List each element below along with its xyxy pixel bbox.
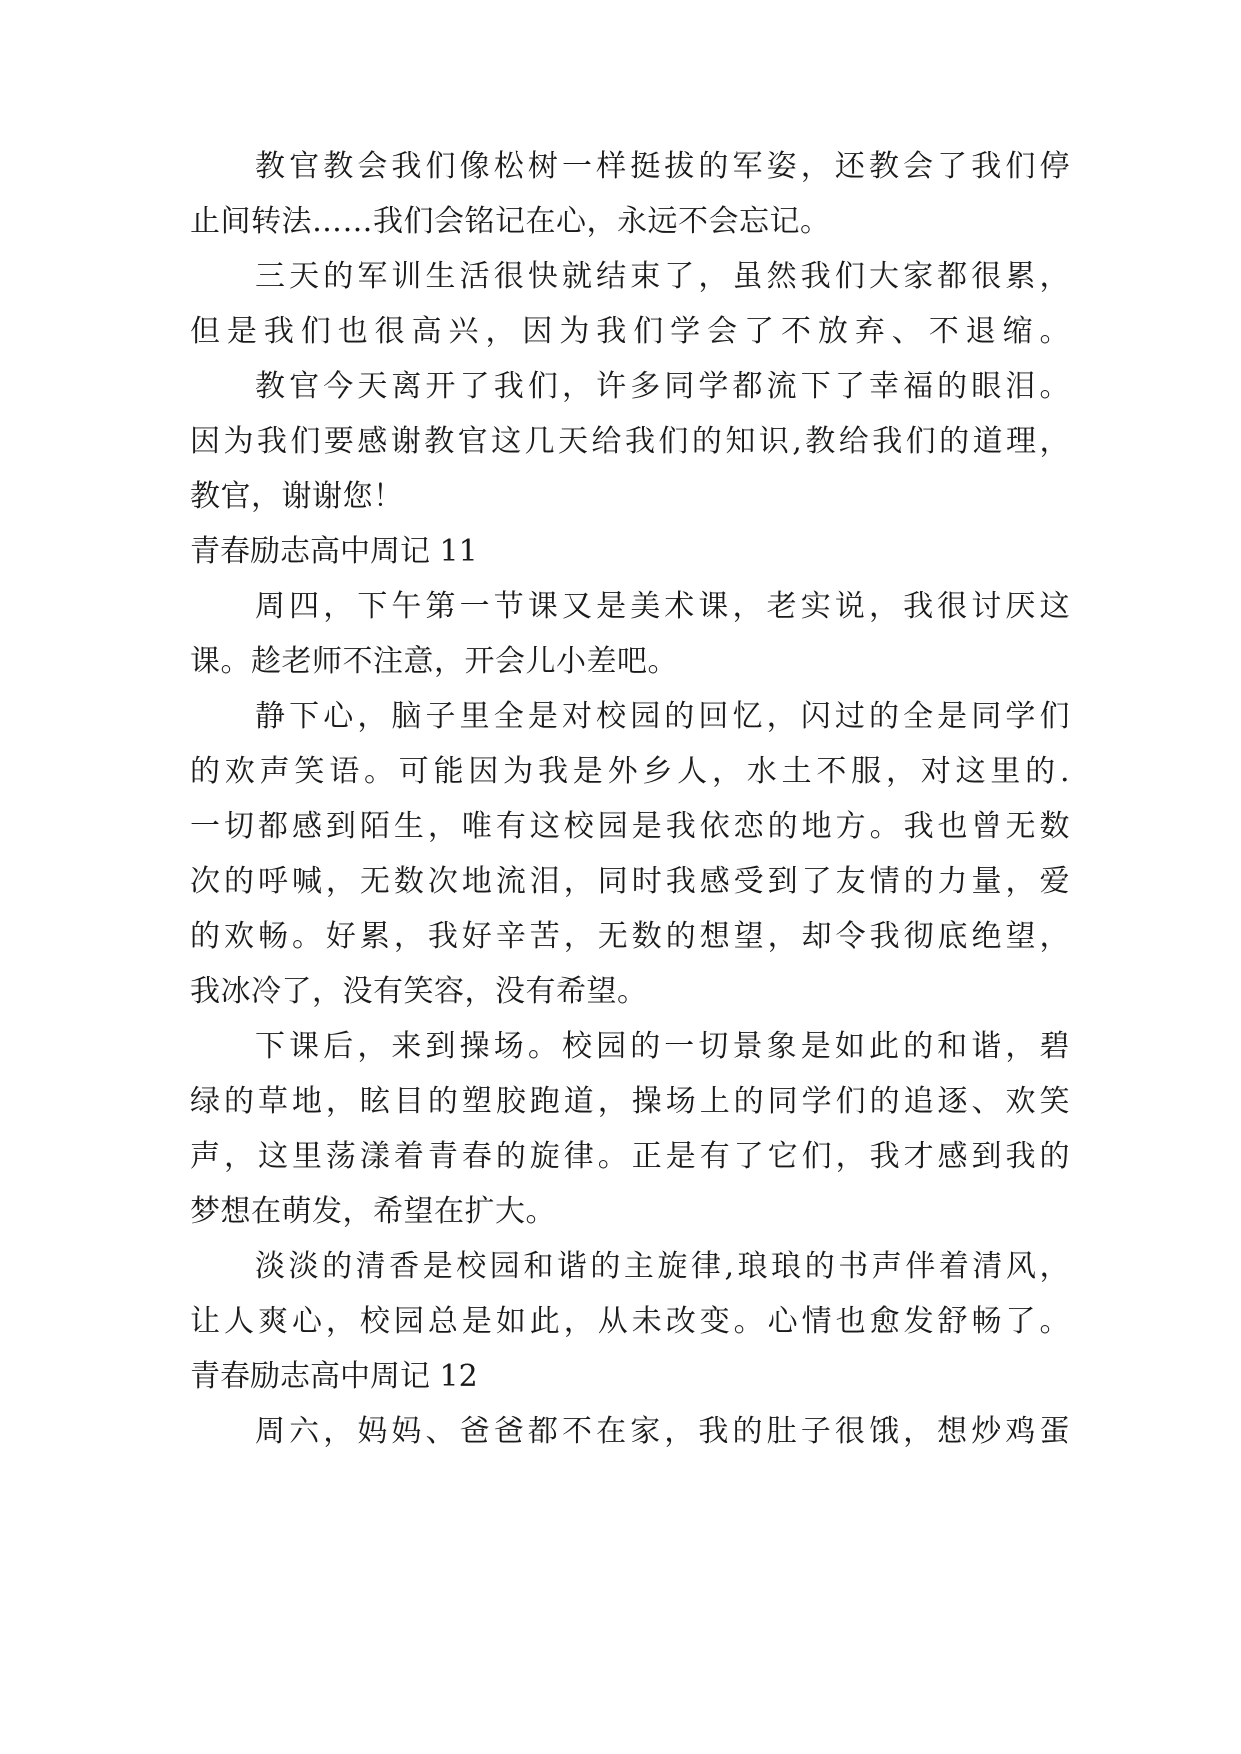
paragraph-line: 让人爽心，校园总是如此，从未改变。心情也愈发舒畅了。	[190, 1304, 1070, 1339]
paragraph-line: 一切都感到陌生，唯有这校园是我依恋的地方。我也曾无数	[190, 809, 1070, 844]
paragraph-line: 我冰冷了，没有笑容，没有希望。	[190, 974, 648, 1009]
paragraph-line: 次的呼喊，无数次地流泪，同时我感受到了友情的力量，爱	[190, 864, 1070, 899]
section-heading: 青春励志高中周记 11	[190, 534, 478, 569]
paragraph-line: 周六，妈妈、爸爸都不在家，我的肚子很饿，想炒鸡蛋	[255, 1414, 1070, 1449]
paragraph-line: 因为我们要感谢教官这几天给我们的知识,教给我们的道理，	[190, 424, 1070, 459]
paragraph-line: 三天的军训生活很快就结束了，虽然我们大家都很累，	[255, 259, 1070, 294]
paragraph-line: 教官今天离开了我们，许多同学都流下了幸福的眼泪。	[255, 369, 1070, 404]
paragraph-line: 的欢声笑语。可能因为我是外乡人，水土不服，对这里的.	[190, 754, 1070, 789]
paragraph-line: 绿的草地，眩目的塑胶跑道，操场上的同学们的追逐、欢笑	[190, 1084, 1070, 1119]
paragraph-line: 止间转法……我们会铭记在心，永远不会忘记。	[190, 204, 831, 239]
paragraph-line: 但是我们也很高兴，因为我们学会了不放弃、不退缩。	[190, 314, 1070, 349]
section-heading: 青春励志高中周记 12	[190, 1359, 478, 1394]
paragraph-line: 教官，谢谢您！	[190, 479, 404, 514]
paragraph-line: 的欢畅。好累，我好辛苦，无数的想望，却令我彻底绝望，	[190, 919, 1070, 954]
paragraph-line: 课。趁老师不注意，开会儿小差吧。	[190, 644, 678, 679]
paragraph-line: 教官教会我们像松树一样挺拔的军姿，还教会了我们停	[255, 149, 1070, 184]
paragraph-line: 静下心，脑子里全是对校园的回忆，闪过的全是同学们	[255, 699, 1070, 734]
paragraph-line: 周四，下午第一节课又是美术课，老实说，我很讨厌这	[255, 589, 1070, 624]
paragraph-line: 声，这里荡漾着青春的旋律。正是有了它们，我才感到我的	[190, 1139, 1070, 1174]
paragraph-line: 下课后，来到操场。校园的一切景象是如此的和谐，碧	[255, 1029, 1070, 1064]
paragraph-line: 淡淡的清香是校园和谐的主旋律,琅琅的书声伴着清风，	[255, 1249, 1070, 1284]
paragraph-line: 梦想在萌发，希望在扩大。	[190, 1194, 556, 1229]
